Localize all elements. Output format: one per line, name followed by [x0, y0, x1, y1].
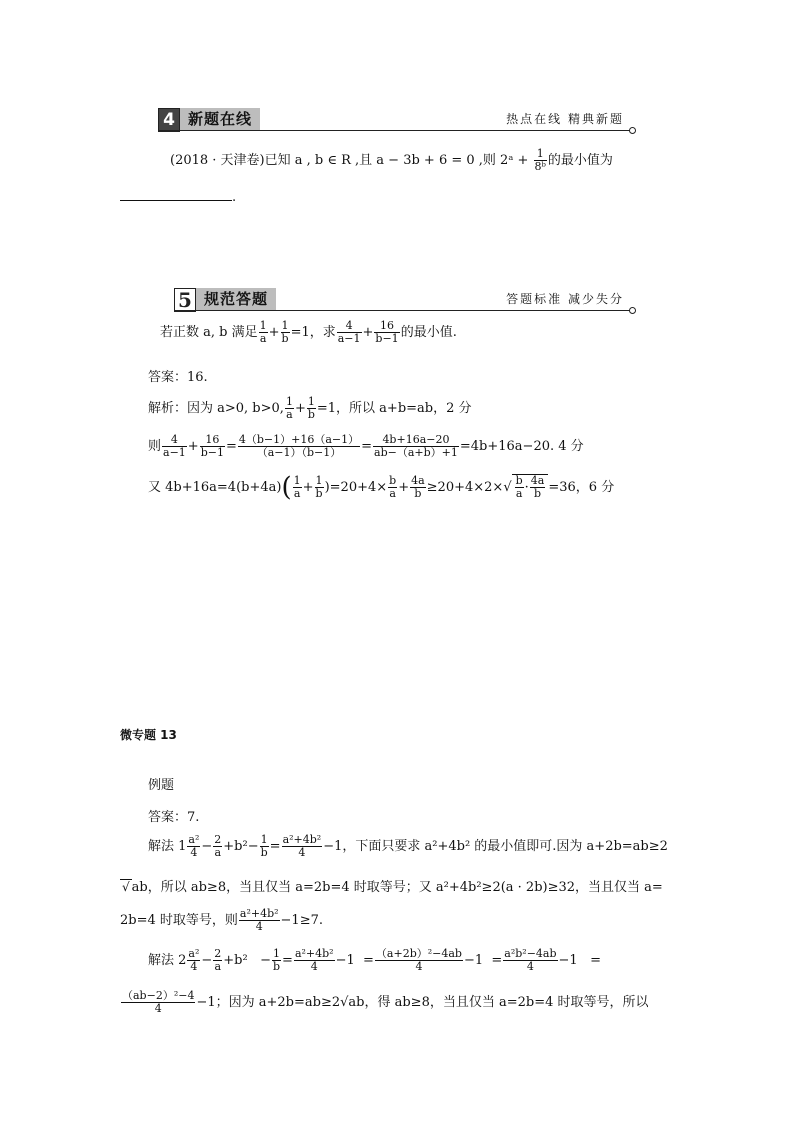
frac-16-over-b-1: $\frac{16}{b-1}$	[375, 319, 399, 345]
example-label: 例题	[148, 778, 175, 793]
section-5-question: 若正数 a, b 满足 $\frac{1}{a}$ + $\frac{1}{b}$ =1，求 $\frac{4}{a-1}$ + $\frac{16}{b-1}$ 的最小值.	[160, 319, 457, 345]
solution-1-line-3: 2b=4 时取等号，则 $\frac{\text{a²+4b²}}{4}$ −1≥7.	[120, 907, 323, 933]
problem-fraction: $\frac{1}{\text{8ᵇ}}$	[534, 147, 546, 173]
analysis-line-1: 解析：因为 a>0, b>0, $\frac{1}{a}$ + $\frac{1}{b}$ =1，所以 a+b=ab，2 分	[148, 395, 472, 421]
section-5-answer: 答案：16.	[148, 370, 208, 385]
answer-blank: .	[120, 188, 236, 205]
section-5-number: 5	[174, 288, 196, 312]
analysis-line-3: 又 4b+16a=4(b+4a)( $\frac{1}{a}$ + $\frac{1}{b}$ )=20+4× $\frac{b}{a}$ + $\frac{4a}{b}$ ≥20+4×2×√ $\frac{b}{a}$ · $\frac{4a}{b}$ =36，6 分	[148, 472, 615, 503]
analysis-line-2: 则 $\frac{4}{a-1}$ + $\frac{16}{b-1}$ = $\frac{4(b-1)+16(a-1)}{(a-1)(b-1)}$ = $\frac{4b+16a-20}{ab-(a+b)+1}$ =4b+16a−20. 4 分	[148, 433, 584, 459]
problem-tail: 的最小值为	[547, 153, 613, 168]
solution-2-line-1: 解法 2 $\frac{\text{a²}}{4}$ − $\frac{2}{a}$ +b² − $\frac{1}{b}$ = $\frac{\text{a²+4b²}}{4}$ −1 = $\frac{\text{（a+2b）²−4ab}}{4}$ −1 = $\frac{\text{a²b²−4ab}}{4}$ −1 =	[148, 947, 601, 973]
mid-fraction: $\frac{4b+16a-20}{ab-(a+b)+1}$	[374, 433, 458, 459]
micro-topic-title: 微专题 13	[120, 728, 177, 742]
section-4-header	[158, 108, 636, 134]
solution-1-line-2: √ ab，所以 ab≥8，当且仅当 a=2b=4 时取等号；又 a²+4b²≥2(a · 2b)≥32，当且仅当 a=	[122, 880, 663, 895]
problem-text: (2018 · 天津卷)已知 a , b ∈ R ,且 a − 3b + 6 = 0 ,则 2ᵃ +	[170, 153, 533, 168]
frac-1-over-b: $\frac{1}{b}$	[281, 319, 289, 345]
frac-1-over-a: $\frac{1}{a}$	[259, 319, 267, 345]
section-4-rule-dot	[629, 127, 636, 134]
section-5-header	[158, 288, 636, 314]
section-4-problem	[170, 148, 613, 173]
example-answer: 答案：7.	[148, 810, 200, 825]
solution-2-line-2: $\frac{\text{（ab−2）²−4}}{4}$ −1；因为 a+2b=ab≥2√ab，得 ab≥8，当且仅当 a=2b=4 时取等号，所以	[122, 989, 649, 1015]
section-5-rule-dot	[629, 307, 636, 314]
section-4-rule	[158, 130, 632, 131]
section-5-rule	[174, 310, 632, 311]
frac-4-over-a-1: $\frac{4}{a-1}$	[337, 319, 361, 345]
section-5-title: 规范答题	[196, 288, 276, 310]
section-5-right-label: 答题标准 减少失分	[506, 292, 624, 306]
section-4-right-label: 热点在线 精典新题	[506, 112, 624, 126]
section-4-number: 4	[158, 108, 180, 132]
solution-1-line-1: 解法 1 $\frac{\text{a²}}{4}$ − $\frac{2}{a}$ +b²− $\frac{1}{b}$ = $\frac{\text{a²+4b²}}{4}$ −1，下面只要求 a²+4b² 的最小值即可.因为 a+2b=ab≥2	[148, 833, 668, 859]
big-fraction: $\frac{4(b-1)+16(a-1)}{(a-1)(b-1)}$	[238, 433, 360, 459]
section-4-title: 新题在线	[180, 108, 260, 130]
